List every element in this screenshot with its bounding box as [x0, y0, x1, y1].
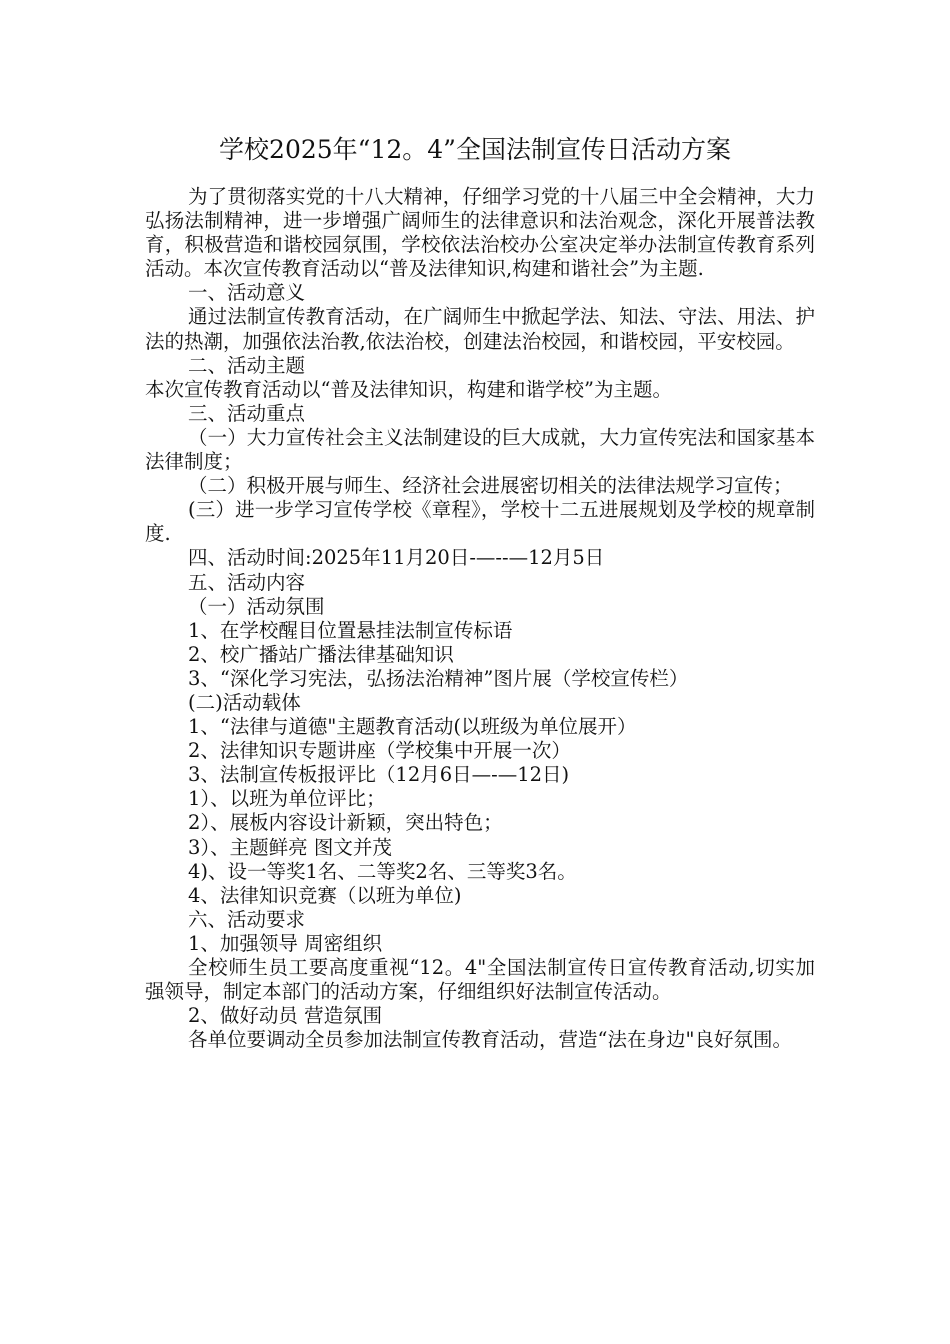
paragraph: 五、活动内容 — [188, 570, 306, 594]
paragraph: 2）、展板内容设计新颖，突出特色； — [188, 811, 503, 835]
paragraph: 一、活动意义 — [188, 281, 306, 305]
paragraph: 2、做好动员 营造氛围 — [188, 1004, 383, 1028]
document-body — [145, 185, 815, 1052]
paragraph: (二)活动载体 — [188, 690, 301, 714]
paragraph: 1、“法律与道德"主题教育活动(以班级为单位展开） — [188, 715, 637, 739]
paragraph: （一）活动氛围 — [188, 594, 325, 618]
paragraph: 通过法制宣传教育活动，在广阔师生中掀起学法、知法、守法、用法、护法的热潮，加强依法治教,依法治校，创建法治校园，和谐校园，平安校园。 — [145, 305, 815, 353]
paragraph: 3、“深化学习宪法，弘扬法治精神”图片展（学校宣传栏） — [188, 666, 689, 690]
paragraph: 3）、主题鲜亮 图文并茂 — [188, 835, 392, 859]
paragraph: 二、活动主题 — [188, 353, 306, 377]
paragraph: 本次宣传教育活动以“普及法律知识，构建和谐学校”为主题。 — [145, 377, 672, 401]
paragraph: (三）进一步学习宣传学校《章程》，学校十二五进展规划及学校的规章制度. — [145, 498, 815, 546]
paragraph: 三、活动重点 — [188, 401, 306, 425]
paragraph: 四、活动时间:2025年11月20日-—--—12月5日 — [188, 546, 605, 570]
paragraph: （二）积极开展与师生、经济社会进展密切相关的法律法规学习宣传； — [188, 474, 793, 498]
paragraph: 各单位要调动全员参加法制宣传教育活动，营造“法在身边"良好氛围。 — [188, 1028, 792, 1052]
paragraph: 1、在学校醒目位置悬挂法制宣传标语 — [188, 618, 513, 642]
paragraph: （一）大力宣传社会主义法制建设的巨大成就，大力宣传宪法和国家基本法律制度； — [145, 425, 815, 474]
paragraph: 1、加强领导 周密组织 — [188, 931, 383, 955]
paragraph: 全校师生员工要高度重视“12。4"全国法制宣传日宣传教育活动,切实加强领导，制定本部门的活动方案，仔细组织好法制宣传活动。 — [145, 956, 815, 1004]
paragraph: 六、活动要求 — [188, 907, 306, 931]
paragraph: 2、校广播站广播法律基础知识 — [188, 642, 454, 666]
document-title: 学校2025年“12。4”全国法制宣传日活动方案 — [219, 135, 731, 164]
paragraph: 2、法律知识专题讲座（学校集中开展一次） — [188, 739, 571, 763]
paragraph: 4)、设一等奖1名、二等奖2名、三等奖3名。 — [188, 859, 577, 883]
paragraph: 为了贯彻落实党的十八大精神，仔细学习党的十八届三中全会精神，大力弘扬法制精神，进一步增强广阔师生的法律意识和法治观念，深化开展普法教育，积极营造和谐校园氛围，学校依法治校办公室决定举办法制宣传教育系列活动。本次宣传教育活动以“普及法律知识,构建和谐社会”为主题. — [145, 185, 815, 281]
paragraph: 1）、以班为单位评比； — [188, 787, 386, 811]
paragraph: 3、法制宣传板报评比（12月6日—-—12日) — [188, 763, 570, 787]
paragraph: 4、法律知识竞赛（以班为单位) — [188, 883, 462, 907]
